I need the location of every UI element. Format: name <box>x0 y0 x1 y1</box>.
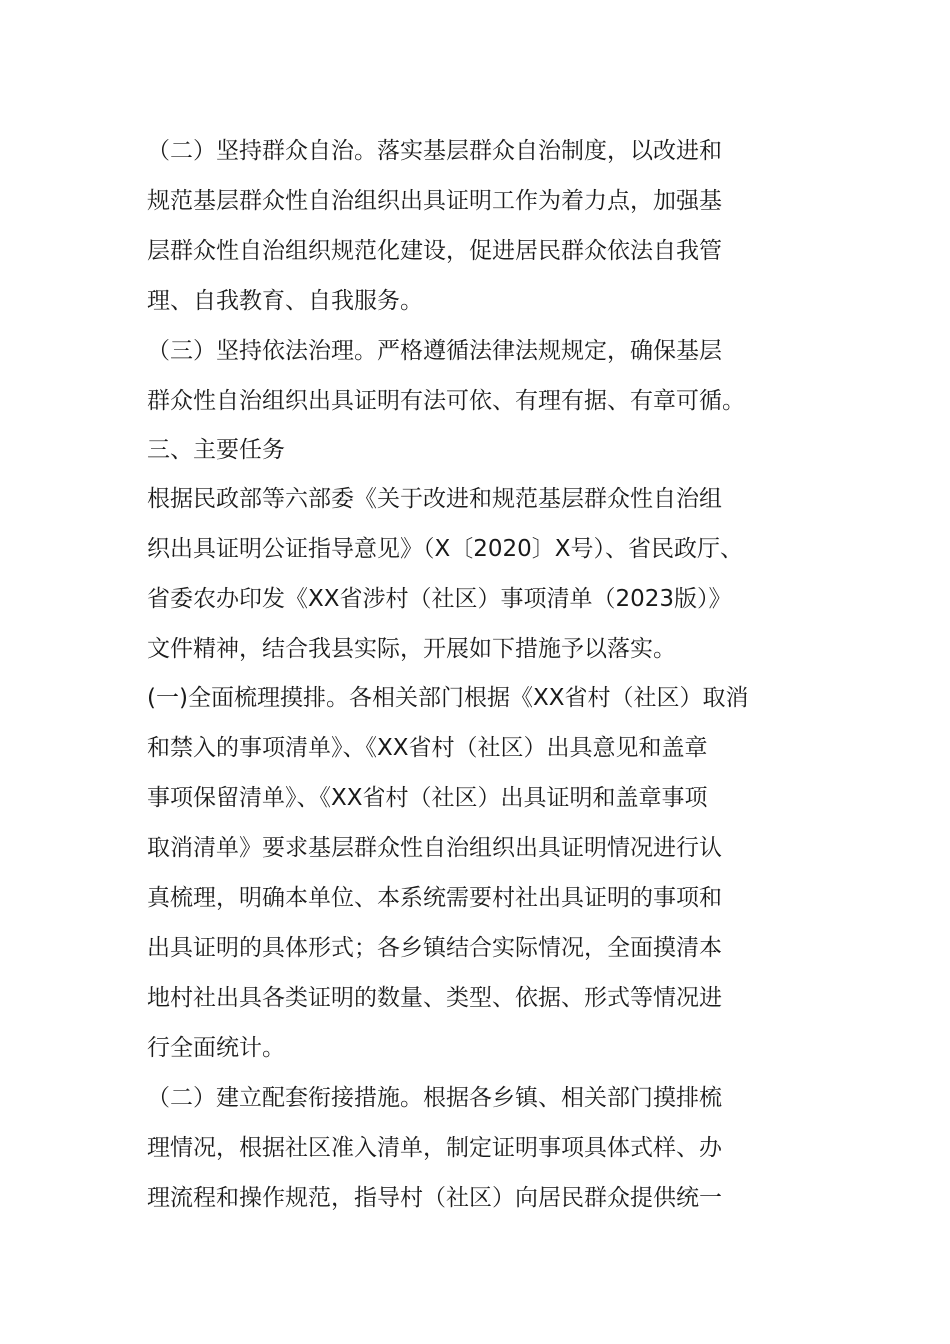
paragraph-line: 织出具证明公证指导意见》（X〔2020〕X号）、省民政厅、 <box>147 536 744 562</box>
paragraph-line: 和禁入的事项清单》、《XX省村（社区）出具意见和盖章 <box>147 735 708 761</box>
paragraph-line: 取消清单》要求基层群众性自治组织出具证明情况进行认 <box>147 835 722 861</box>
paragraph-line: 理、自我教育、自我服务。 <box>147 288 423 314</box>
paragraph-line: (一)全面梳理摸排。各相关部门根据《XX省村（社区）取消 <box>147 685 749 711</box>
paragraph-line: 文件精神，结合我县实际，开展如下措施予以落实。 <box>147 636 676 662</box>
paragraph-line: 层群众性自治组织规范化建设，促进居民群众依法自我管 <box>147 238 722 264</box>
paragraph-line: 理流程和操作规范，指导村（社区）向居民群众提供统一 <box>147 1185 722 1211</box>
paragraph-line: 真梳理，明确本单位、本系统需要村社出具证明的事项和 <box>147 885 722 911</box>
paragraph-line: （二）建立配套衔接措施。根据各乡镇、相关部门摸排梳 <box>147 1085 722 1111</box>
paragraph-line: 群众性自治组织出具证明有法可依、有理有据、有章可循。 <box>147 388 745 414</box>
paragraph-line: 根据民政部等六部委《关于改进和规范基层群众性自治组 <box>147 486 722 512</box>
paragraph-line: 事项保留清单》、《XX省村（社区）出具证明和盖章事项 <box>147 785 708 811</box>
paragraph-line: 省委农办印发《XX省涉村（社区）事项清单（2023版）》 <box>147 586 732 612</box>
paragraph-line: 理情况，根据社区准入清单，制定证明事项具体式样、办 <box>147 1135 722 1161</box>
paragraph-line: 规范基层群众性自治组织出具证明工作为着力点，加强基 <box>147 188 722 214</box>
paragraph-line: （三）坚持依法治理。严格遵循法律法规规定，确保基层 <box>147 338 722 364</box>
paragraph-line: （二）坚持群众自治。落实基层群众自治制度，以改进和 <box>147 138 722 164</box>
paragraph-line: 出具证明的具体形式；各乡镇结合实际情况，全面摸清本 <box>147 935 722 961</box>
paragraph-line: 行全面统计。 <box>147 1035 285 1061</box>
section-heading: 三、主要任务 <box>147 437 285 463</box>
paragraph-line: 地村社出具各类证明的数量、类型、依据、形式等情况进 <box>147 985 722 1011</box>
